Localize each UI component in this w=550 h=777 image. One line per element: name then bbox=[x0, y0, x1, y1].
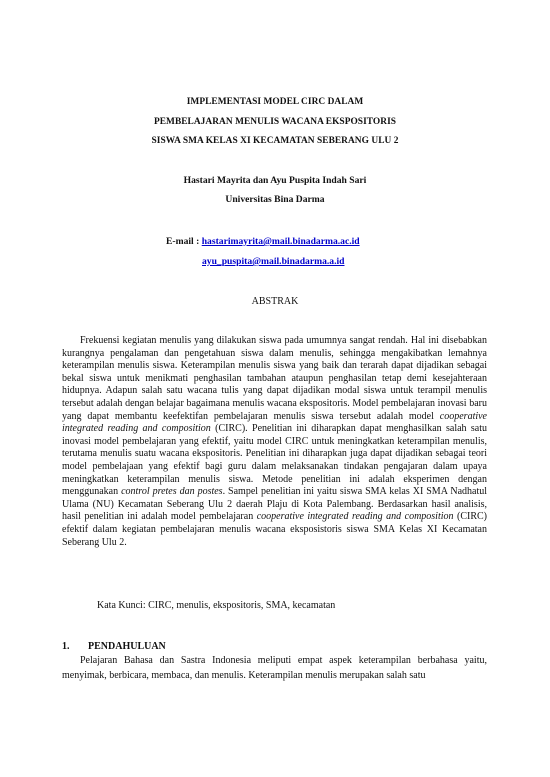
section-number: 1. bbox=[62, 641, 70, 652]
authors: Hastari Mayrita dan Ayu Puspita Indah Sari bbox=[183, 175, 367, 186]
title-line-1: IMPLEMENTASI MODEL CIRC DALAM bbox=[186, 97, 364, 107]
email-link-1[interactable]: hastarimayrita@mail.binadarma.ac.id bbox=[201, 236, 360, 247]
abstract-paragraph: Frekuensi kegiatan menulis yang dilakukan siswa pada umumnya sangat rendah. Hal ini disebabkan kurangnya pengalaman dan pengetahuan siswa dalam menulis, sehingga mengakibatkan lemahnya keterampilan menulis siswa. Keterampilan menulis siswa yang baik dan terarah dapat dijadikan sebagai bekal siswa untuk menikmati penghasilan tambahan ataupun penghasilan tetap demi kesejahteraan hidupnya. Adapun salah satu wacana tulis yang dapat dijadikan modal siswa untuk terampil menulis tersebut adalah dengan belajar bagaimana menulis wacana ekspositoris. Model pembelajaran inovasi baru yang dapat membantu keefektifan pembelajaran menulis siswa tersebut adalah model cooperative integrated reading and composition (CIRC). Penelitian ini diharapkan dapat menghasilkan salah satu inovasi model pembelajaran yang efektif, yaitu model CIRC untuk meningkatkan keterampilan menulis, terutama menulis suatu wacana ekspositoris. Penelitian ini diharapkan juga dapat dijadikan sebagai teori model pembelajaan yang efektif bagi guru dalam melaksanakan tindakan pengajaran dalam upaya meningkatkan keterampilan menulis siswa. Metode penelitian ini adalah eksperimen dengan menggunakan control pretes dan postes. Sampel penelitian ini yaitu siswa SMA kelas XI SMA Nadhatul Ulama (NU) Kecamatan Seberang Ulu 2 daerah Plaju di Kota Palembang. Berdasarkan hasil analisis, hasil penelitian ini adalah model pembelajaran cooperative integrated reading and composition (CIRC) efektif dalam kegiatan pembelajaran menulis wacana eksposistoris siswa SMA Kelas XI Kecamatan Seberang Ulu 2. bbox=[62, 335, 488, 548]
title-line-3: SISWA SMA KELAS XI KECAMATAN SEBERANG ULU 2 bbox=[151, 136, 399, 146]
section-intro-text: Pelajaran Bahasa dan Sastra Indonesia meliputi empat aspek keterampilan berbahasa yaitu, menyimak, berbicara, membaca, dan menulis. Keterampilan menulis merupakan salah satu bbox=[62, 655, 487, 681]
abstract-body bbox=[62, 335, 487, 549]
email-row-1 bbox=[166, 236, 360, 247]
email-row-2 bbox=[202, 256, 344, 267]
email-label: E-mail : bbox=[166, 236, 200, 247]
affiliation: Universitas Bina Darma bbox=[225, 194, 325, 205]
section-heading bbox=[62, 641, 487, 652]
section-title: PENDAHULUAN bbox=[88, 641, 166, 652]
abstract-heading: ABSTRAK bbox=[251, 296, 299, 307]
keywords: Kata Kunci: CIRC, menulis, ekspositoris, SMA, kecamatan bbox=[97, 600, 336, 611]
email-link-2[interactable]: ayu_puspita@mail.binadarma.a.id bbox=[202, 256, 345, 267]
title-line-2: PEMBELAJARAN MENULIS WACANA EKSPOSITORIS bbox=[153, 117, 397, 127]
